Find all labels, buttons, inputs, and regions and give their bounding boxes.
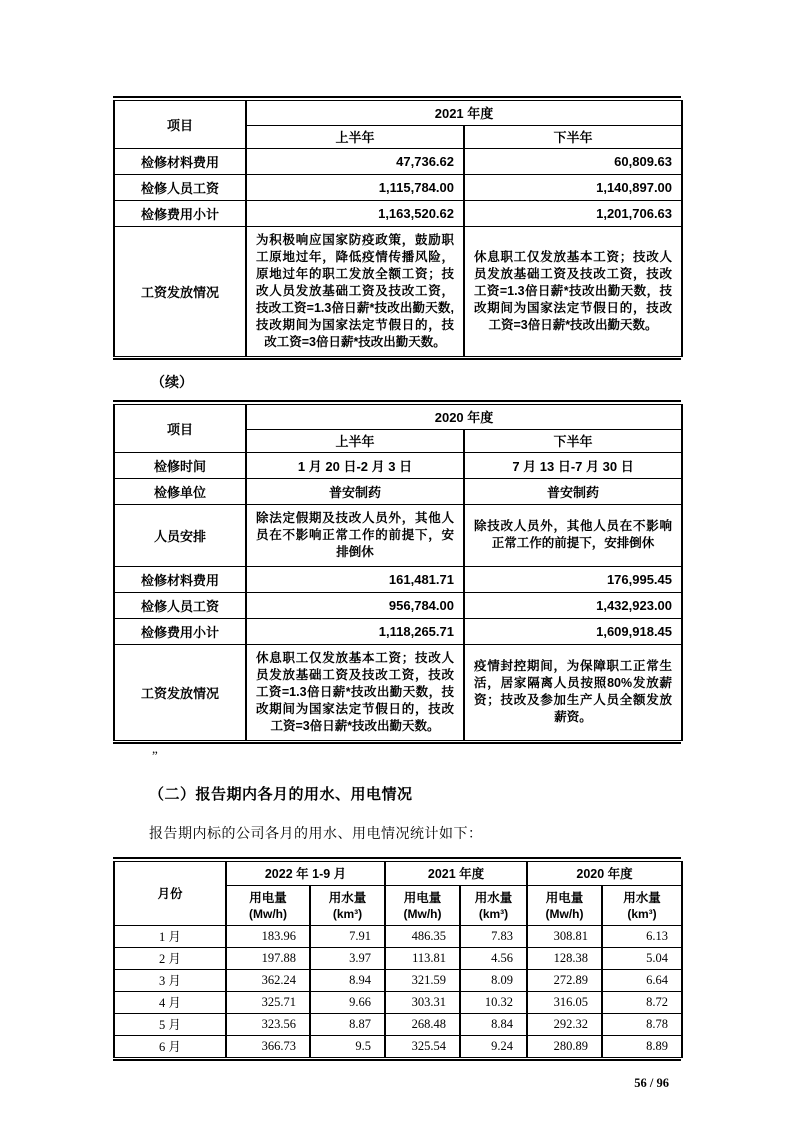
value-cell: 6.13 bbox=[602, 925, 682, 947]
value-cell: 9.5 bbox=[310, 1035, 385, 1057]
month-cell: 6 月 bbox=[114, 1035, 226, 1057]
table-row-staffing bbox=[114, 504, 682, 566]
value-cell: 6.64 bbox=[602, 969, 682, 991]
column-header-2020: 2020 年度 bbox=[527, 861, 682, 885]
cell-second-half: 1,609,918.45 bbox=[464, 618, 682, 644]
table-row-subtotal bbox=[114, 618, 682, 644]
usage-row-may bbox=[114, 1013, 682, 1035]
month-cell: 1 月 bbox=[114, 925, 226, 947]
value-cell: 268.48 bbox=[385, 1013, 460, 1035]
value-cell: 362.24 bbox=[226, 969, 310, 991]
usage-table-frame bbox=[113, 857, 681, 1061]
cell-first-half: 1,118,265.71 bbox=[246, 618, 464, 644]
month-cell: 5 月 bbox=[114, 1013, 226, 1035]
table-row-subtotal bbox=[114, 200, 682, 226]
section-heading: （二）报告期内各月的用水、用电情况 bbox=[149, 786, 413, 803]
month-cell: 4 月 bbox=[114, 991, 226, 1013]
cell-first-half: 956,784.00 bbox=[246, 592, 464, 618]
header-row-year bbox=[114, 404, 682, 429]
row-label: 检修材料费用 bbox=[114, 566, 246, 592]
row-label: 检修单位 bbox=[114, 478, 246, 504]
value-cell: 9.66 bbox=[310, 991, 385, 1013]
table-row-maintenance-unit bbox=[114, 478, 682, 504]
measure-unit: (km³) bbox=[627, 906, 657, 921]
value-cell: 7.83 bbox=[460, 925, 527, 947]
column-header-item: 项目 bbox=[114, 100, 246, 148]
row-label: 检修费用小计 bbox=[114, 618, 246, 644]
table-row-wage-policy bbox=[114, 226, 682, 356]
measure-unit: (km³) bbox=[332, 906, 363, 921]
column-header-first-half: 上半年 bbox=[246, 125, 464, 148]
cell-first-half: 47,736.62 bbox=[246, 148, 464, 174]
column-header-month: 月份 bbox=[114, 861, 226, 925]
value-cell: 8.89 bbox=[602, 1035, 682, 1057]
column-header-second-half: 下半年 bbox=[464, 429, 682, 452]
value-cell: 197.88 bbox=[226, 947, 310, 969]
value-cell: 308.81 bbox=[527, 925, 602, 947]
row-label: 检修人员工资 bbox=[114, 592, 246, 618]
cell-second-half: 7 月 13 日-7 月 30 日 bbox=[464, 452, 682, 478]
column-header-water-2021 bbox=[460, 885, 527, 925]
usage-row-june bbox=[114, 1035, 682, 1057]
measure-unit: (Mw/h) bbox=[249, 906, 287, 921]
cell-second-half: 休息职工仅发放基本工资；技改人员发放基础工资及技改工资，技改工资=1.3倍日薪*技改出勤天数，技改期间为国家法定节假日的，技改工资=3倍日薪*技改出勤天数。 bbox=[464, 226, 682, 356]
value-cell: 8.72 bbox=[602, 991, 682, 1013]
value-cell: 272.89 bbox=[527, 969, 602, 991]
value-cell: 316.05 bbox=[527, 991, 602, 1013]
cell-second-half: 1,201,706.63 bbox=[464, 200, 682, 226]
table-row-maintenance-period bbox=[114, 452, 682, 478]
maintenance-table-2020 bbox=[113, 404, 683, 741]
usage-row-february bbox=[114, 947, 682, 969]
header-row-years bbox=[114, 861, 682, 885]
value-cell: 10.32 bbox=[460, 991, 527, 1013]
row-label: 检修费用小计 bbox=[114, 200, 246, 226]
row-label: 检修材料费用 bbox=[114, 148, 246, 174]
value-cell: 8.09 bbox=[460, 969, 527, 991]
value-cell: 325.54 bbox=[385, 1035, 460, 1057]
column-header-item: 项目 bbox=[114, 404, 246, 452]
measure-label: 用水量 bbox=[474, 890, 513, 905]
usage-row-march bbox=[114, 969, 682, 991]
column-header-2021: 2021 年度 bbox=[385, 861, 527, 885]
usage-row-april bbox=[114, 991, 682, 1013]
value-cell: 8.78 bbox=[602, 1013, 682, 1035]
value-cell: 8.84 bbox=[460, 1013, 527, 1035]
cell-second-half: 1,432,923.00 bbox=[464, 592, 682, 618]
cell-second-half: 普安制药 bbox=[464, 478, 682, 504]
cell-first-half: 休息职工仅发放基本工资；技改人员发放基础工资及技改工资，技改工资=1.3倍日薪*技改出勤天数，技改期间为国家法定节假日的，技改工资=3倍日薪*技改出勤天数。 bbox=[246, 644, 464, 740]
cell-second-half: 60,809.63 bbox=[464, 148, 682, 174]
cell-first-half: 1,163,520.62 bbox=[246, 200, 464, 226]
cell-second-half: 176,995.45 bbox=[464, 566, 682, 592]
row-label: 工资发放情况 bbox=[114, 644, 246, 740]
value-cell: 9.24 bbox=[460, 1035, 527, 1057]
value-cell: 4.56 bbox=[460, 947, 527, 969]
cell-second-half: 除技改人员外，其他人员在不影响正常工作的前提下，安排倒休 bbox=[464, 504, 682, 566]
column-header-electricity-2022 bbox=[226, 885, 310, 925]
continued-label: （续） bbox=[151, 374, 193, 390]
column-header-first-half: 上半年 bbox=[246, 429, 464, 452]
value-cell: 7.91 bbox=[310, 925, 385, 947]
table-row-staff-wages bbox=[114, 174, 682, 200]
cell-first-half: 1,115,784.00 bbox=[246, 174, 464, 200]
row-label: 工资发放情况 bbox=[114, 226, 246, 356]
value-cell: 8.94 bbox=[310, 969, 385, 991]
column-header-water-2020 bbox=[602, 885, 682, 925]
table-row-material-cost bbox=[114, 566, 682, 592]
header-row-year bbox=[114, 100, 682, 125]
value-cell: 5.04 bbox=[602, 947, 682, 969]
month-cell: 3 月 bbox=[114, 969, 226, 991]
value-cell: 321.59 bbox=[385, 969, 460, 991]
measure-label: 用水量 bbox=[623, 890, 661, 905]
table-row-material-cost bbox=[114, 148, 682, 174]
value-cell: 486.35 bbox=[385, 925, 460, 947]
table-row-staff-wages bbox=[114, 592, 682, 618]
measure-unit: (Mw/h) bbox=[403, 906, 442, 921]
maintenance-table-2020-frame bbox=[113, 400, 681, 744]
cell-second-half: 1,140,897.00 bbox=[464, 174, 682, 200]
value-cell: 325.71 bbox=[226, 991, 310, 1013]
measure-unit: (km³) bbox=[478, 906, 509, 921]
closing-quote: ” bbox=[152, 748, 158, 763]
usage-row-january bbox=[114, 925, 682, 947]
value-cell: 366.73 bbox=[226, 1035, 310, 1057]
measure-label: 用水量 bbox=[328, 890, 367, 905]
cell-first-half: 普安制药 bbox=[246, 478, 464, 504]
measure-unit: (Mw/h) bbox=[545, 906, 584, 921]
table-row-wage-policy bbox=[114, 644, 682, 740]
value-cell: 128.38 bbox=[527, 947, 602, 969]
value-cell: 323.56 bbox=[226, 1013, 310, 1035]
value-cell: 183.96 bbox=[226, 925, 310, 947]
cell-second-half: 疫情封控期间，为保障职工正常生活，居家隔离人员按照80%发放薪资；技改及参加生产人员全额发放薪资。 bbox=[464, 644, 682, 740]
value-cell: 113.81 bbox=[385, 947, 460, 969]
maintenance-table-2021 bbox=[113, 100, 683, 357]
row-label: 人员安排 bbox=[114, 504, 246, 566]
cell-first-half: 161,481.71 bbox=[246, 566, 464, 592]
value-cell: 280.89 bbox=[527, 1035, 602, 1057]
measure-label: 用电量 bbox=[403, 890, 442, 905]
column-header-year-2021: 2021 年度 bbox=[246, 100, 682, 125]
column-header-second-half: 下半年 bbox=[464, 125, 682, 148]
cell-first-half: 除法定假期及技改人员外，其他人员在不影响正常工作的前提下，安排倒休 bbox=[246, 504, 464, 566]
row-label: 检修人员工资 bbox=[114, 174, 246, 200]
value-cell: 303.31 bbox=[385, 991, 460, 1013]
measure-label: 用电量 bbox=[249, 890, 287, 905]
column-header-year-2020: 2020 年度 bbox=[246, 404, 682, 429]
month-cell: 2 月 bbox=[114, 947, 226, 969]
page-number: 56 / 96 bbox=[634, 1076, 669, 1090]
column-header-electricity-2020 bbox=[527, 885, 602, 925]
value-cell: 3.97 bbox=[310, 947, 385, 969]
row-label: 检修时间 bbox=[114, 452, 246, 478]
value-cell: 292.32 bbox=[527, 1013, 602, 1035]
cell-first-half: 为积极响应国家防疫政策，鼓励职工原地过年，降低疫情传播风险，原地过年的职工发放全额工资；技改人员发放基础工资及技改工资，技改工资=1.3倍日薪*技改出勤天数,技改期间为国家法定节假日的，技改工资=3倍日薪*技改出勤天数。 bbox=[246, 226, 464, 356]
column-header-water-2022 bbox=[310, 885, 385, 925]
column-header-electricity-2021 bbox=[385, 885, 460, 925]
intro-paragraph: 报告期内标的公司各月的用水、用电情况统计如下： bbox=[149, 827, 483, 842]
cell-first-half: 1 月 20 日-2 月 3 日 bbox=[246, 452, 464, 478]
value-cell: 8.87 bbox=[310, 1013, 385, 1035]
column-header-2022: 2022 年 1-9 月 bbox=[226, 861, 385, 885]
maintenance-table-2021-frame bbox=[113, 96, 681, 360]
utility-usage-table bbox=[113, 861, 683, 1058]
measure-label: 用电量 bbox=[545, 890, 584, 905]
